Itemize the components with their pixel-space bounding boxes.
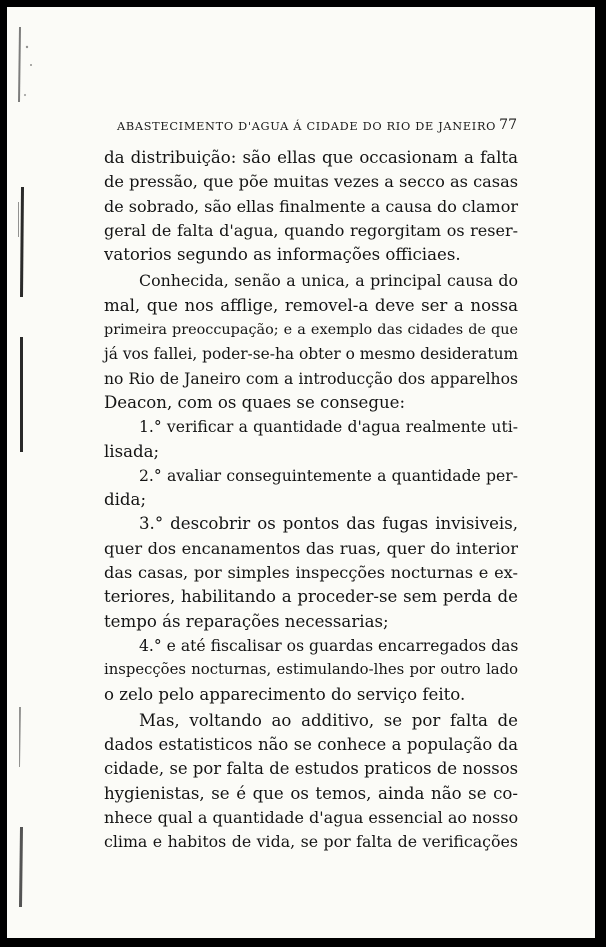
text-line: o zelo pelo apparecimento do serviço feito.: [104, 684, 466, 704]
text-line: lisada;: [104, 441, 160, 461]
text-line: primeira preoccupação; e a exemplo das cidades de que: [104, 322, 518, 339]
text-line: 3.° descobrir os pontos das fugas invisiveis,: [139, 514, 518, 534]
text-line: das casas, por simples inspecções nocturnas e ex-: [104, 563, 518, 583]
text-line: vatorios segundo as informações officiaes.: [104, 245, 461, 265]
text-line: geral de falta d'agua, quando regorgitam os reser-: [104, 220, 518, 240]
text-line: dados estatisticos não se conhece a população da: [104, 735, 518, 755]
binding-shadow: [7, 7, 47, 938]
text-line: de sobrado, são ellas finalmente a causa do clamor: [104, 196, 518, 216]
paragraph: [104, 709, 518, 855]
text-line: inspecções nocturnas, estimulando-lhes por outro lado: [104, 661, 518, 679]
text-line: 1.° verificar a quantidade d'agua realmente uti-: [139, 418, 518, 437]
text-line: dida;: [104, 490, 147, 510]
text-line: teriores, habilitando a proceder-se sem perda de: [104, 587, 518, 607]
page-number: 77: [499, 117, 517, 133]
book-page: [7, 7, 595, 938]
text-line: 2.° avaliar conseguintemente a quantidade per-: [139, 466, 518, 485]
text-line: de pressão, que põe muitas vezes a secco as casas: [104, 172, 519, 192]
paragraph: [104, 269, 518, 415]
paragraph: [104, 146, 518, 267]
list-item: [104, 464, 518, 513]
text-line: 4.° e até fiscalisar os guardas encarregados das: [139, 636, 519, 655]
text-line: hygienistas, se é que os temos, ainda não se co-: [104, 783, 518, 803]
text-line: já vos fallei, poder-se-ha obter o mesmo desideratum: [104, 345, 519, 364]
text-line: clima e habitos de vida, se por falta de verificações: [104, 832, 518, 852]
text-line: no Rio de Janeiro com a introducção dos apparelhos: [104, 369, 518, 388]
list-item: [104, 415, 518, 464]
text-line: mal, que nos affligе, removel-a deve ser a nossa: [104, 295, 518, 315]
running-header: [117, 117, 517, 139]
text-line: Deacon, com os quaes se consegue:: [104, 392, 406, 412]
text-line: Mas, voltando ao additivo, se por falta de: [139, 710, 518, 730]
text-line: cidade, se por falta de estudos praticos de nossos: [104, 759, 518, 779]
text-line: Conhecida, senão a unica, a principal causa do: [139, 271, 518, 291]
list-item: [104, 634, 518, 707]
text-line: da distribuição: são ellas que occasionam a falta: [104, 148, 518, 167]
text-line: tempo ás reparações necessarias;: [104, 611, 389, 631]
text-line: nhece qual a quantidade d'agua essencial ao nosso: [104, 808, 519, 828]
running-title: ABASTECIMENTO D'AGUA Á CIDADE DO RIO DE JANEIRO: [117, 120, 497, 133]
text-line: quer dos encanamentos das ruas, quer do interior: [104, 538, 518, 558]
list-item: [104, 512, 518, 633]
body-text: [104, 146, 518, 855]
